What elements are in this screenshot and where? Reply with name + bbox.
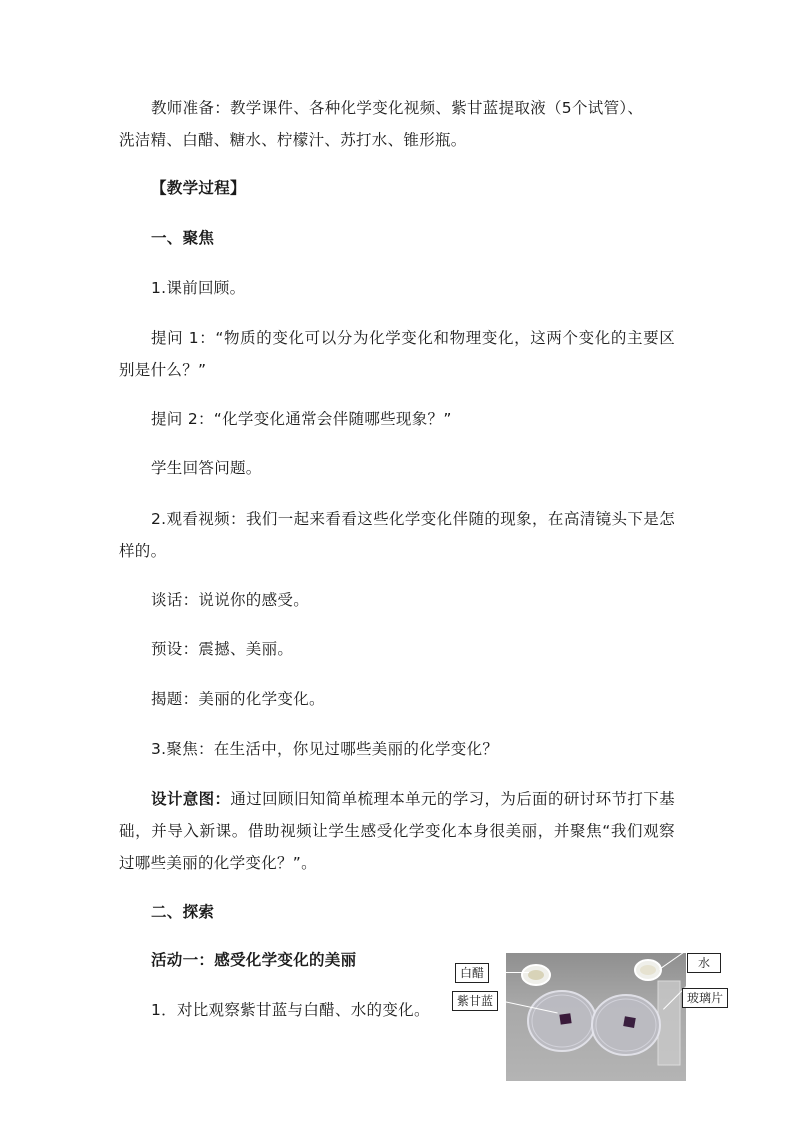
cabbage-piece-left xyxy=(559,1013,571,1024)
water-liquid xyxy=(640,965,656,975)
section-focus-heading: 一、聚焦 xyxy=(151,229,215,247)
design-intent-lead: 设计意图： xyxy=(151,790,231,808)
question-1: 提问 1：“物质的变化可以分为化学变化和物理变化，这两个变化的主要区别是什么？” xyxy=(119,329,675,379)
talk-line: 谈话：说说你的感受。 xyxy=(151,591,310,609)
process-heading: 【教学过程】 xyxy=(151,179,246,197)
experiment-photo xyxy=(506,953,686,1081)
experiment-photo-drawing xyxy=(506,953,686,1081)
item-video: 2.观看视频：我们一起来看看这些化学变化伴随的现象，在高清镜头下是怎样的。 xyxy=(119,510,675,560)
label-purple-cabbage: 紫甘蓝 xyxy=(452,991,498,1011)
question-2: 提问 2：“化学变化通常会伴随哪些现象？” xyxy=(151,410,452,428)
item-focus: 3.聚焦：在生活中，你见过哪些美丽的化学变化？ xyxy=(151,740,499,758)
cabbage-piece-right xyxy=(623,1016,636,1028)
design-intent xyxy=(119,783,675,879)
prep-line-1: 教师准备：教学课件、各种化学变化视频、紫甘蓝提取液（5个试管）、 xyxy=(151,99,644,117)
activity-1-heading: 活动一：感受化学变化的美丽 xyxy=(151,951,357,969)
prep-line-2: 洗洁精、白醋、糖水、柠檬汁、苏打水、锥形瓶。 xyxy=(119,131,467,149)
section-explore-heading: 二、探索 xyxy=(151,903,215,921)
design-intent-text: 通过回顾旧知简单梳理本单元的学习，为后面的研讨环节打下基础，并导入新课。借助视频让学生感受化学变化本身很美丽，并聚焦“我们观察过哪些美丽的化学变化？”。 xyxy=(119,790,675,872)
vinegar-liquid xyxy=(528,970,544,980)
reveal-line: 揭题：美丽的化学变化。 xyxy=(151,690,325,708)
label-water: 水 xyxy=(687,953,721,973)
label-glass-slide: 玻璃片 xyxy=(682,988,728,1008)
experiment-figure xyxy=(449,951,743,1083)
label-vinegar: 白醋 xyxy=(455,963,489,983)
item-review: 1.课前回顾。 xyxy=(151,279,246,297)
leader-line-vinegar xyxy=(499,972,529,973)
compare-item: 1．对比观察紫甘蓝与白醋、水的变化。 xyxy=(151,1001,430,1019)
student-answer: 学生回答问题。 xyxy=(151,459,262,477)
preset-line: 预设：震撼、美丽。 xyxy=(151,640,294,658)
